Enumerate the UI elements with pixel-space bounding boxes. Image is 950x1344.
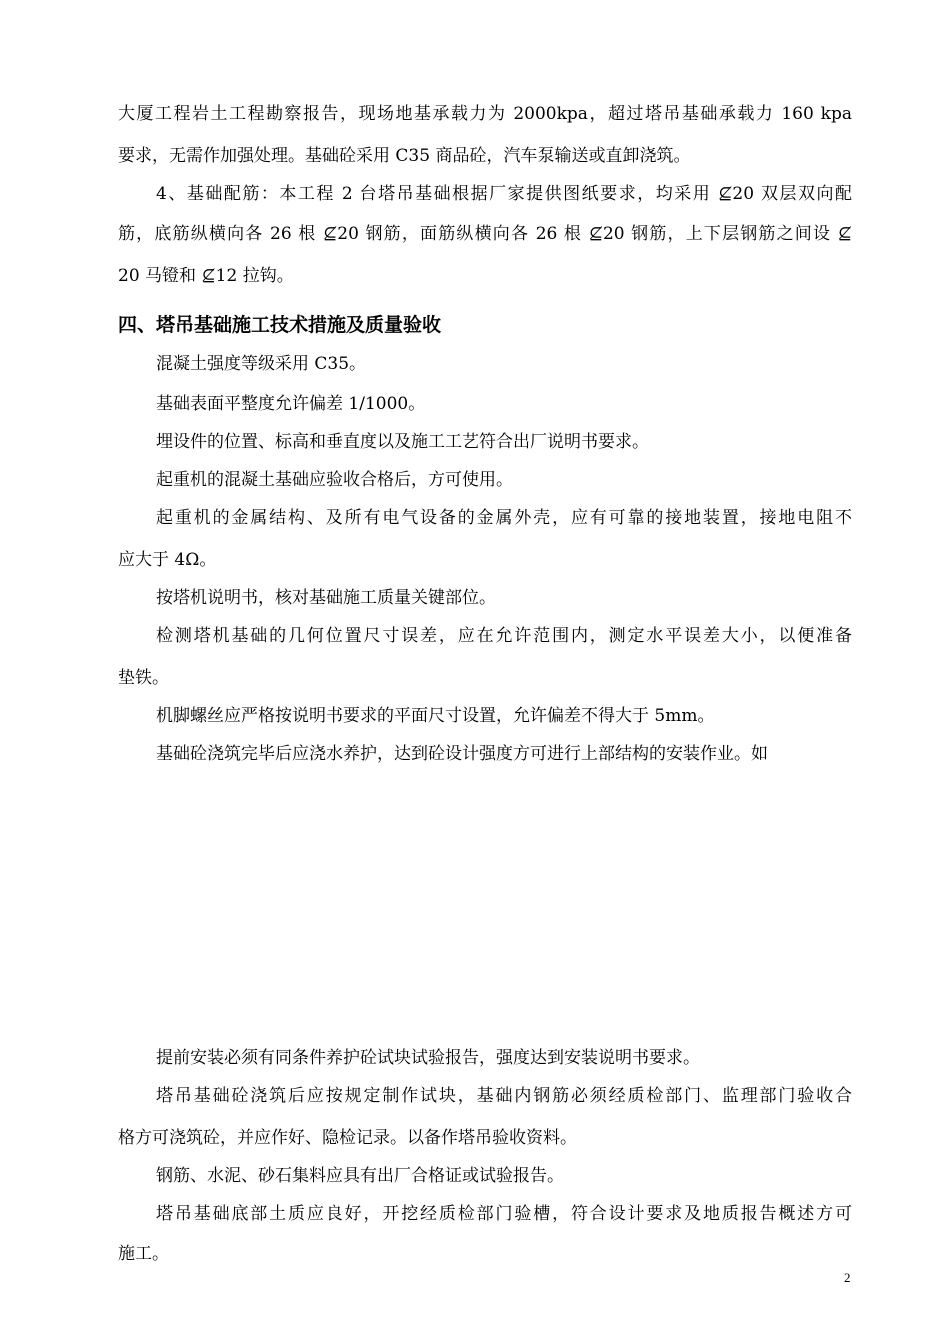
list-item: 起重机的金属结构、及所有电气设备的金属外壳，应有可靠的接地装置，接地电阻不 <box>156 508 852 528</box>
list-item: 钢筋、水泥、砂石集料应具有出厂合格证或试验报告。 <box>156 1166 564 1186</box>
list-item-continuation: 施工。 <box>118 1244 169 1264</box>
list-item: 起重机的混凝土基础应验收合格后，方可使用。 <box>156 470 513 490</box>
list-item: 塔吊基础砼浇筑后应按规定制作试块，基础内钢筋必须经质检部门、监理部门验收合 <box>156 1086 852 1106</box>
paragraph-line: 4、基础配筋：本工程 2 台塔吊基础根据厂家提供图纸要求，均采用 ⊈20 双层双向配 <box>156 184 852 204</box>
list-item: 基础砼浇筑完毕后应浇水养护，达到砼设计强度方可进行上部结构的安装作业。如 <box>156 744 768 764</box>
list-item: 塔吊基础底部土质应良好，开挖经质检部门验槽，符合设计要求及地质报告概述方可 <box>156 1204 852 1224</box>
list-item: 检测塔机基础的几何位置尺寸误差，应在允许范围内，测定水平误差大小，以便准备 <box>156 626 852 646</box>
list-item-continuation: 垫铁。 <box>118 668 169 688</box>
list-item: 混凝土强度等级采用 C35。 <box>156 354 367 374</box>
paragraph-line: 20 马镫和 ⊈12 拉钩。 <box>118 266 294 286</box>
list-item-continuation: 应大于 4Ω。 <box>118 550 217 570</box>
list-item: 基础表面平整度允许偏差 1/1000。 <box>156 394 426 414</box>
paragraph-line: 要求，无需作加强处理。基础砼采用 C35 商品砼，汽车泵输送或直卸浇筑。 <box>118 146 691 166</box>
section-heading: 四、塔吊基础施工技术措施及质量验收 <box>118 314 442 336</box>
list-item: 机脚螺丝应严格按说明书要求的平面尺寸设置，允许偏差不得大于 5mm。 <box>156 706 715 726</box>
page-number: 2 <box>844 1270 851 1285</box>
list-item: 提前安装必须有同条件养护砼试块试验报告，强度达到安装说明书要求。 <box>156 1048 700 1068</box>
list-item: 按塔机说明书，核对基础施工质量关键部位。 <box>156 588 496 608</box>
paragraph-line: 筋，底筋纵横向各 26 根 ⊈20 钢筋，面筋纵横向各 26 根 ⊈20 钢筋，上下层钢筋之间设 ⊈ <box>118 224 852 244</box>
paragraph-line: 大厦工程岩土工程勘察报告，现场地基承载力为 2000kpa，超过塔吊基础承载力 160 kpa <box>118 104 852 124</box>
list-item: 埋设件的位置、标高和垂直度以及施工工艺符合出厂说明书要求。 <box>156 432 649 452</box>
list-item-continuation: 格方可浇筑砼，并应作好、隐检记录。以备作塔吊验收资料。 <box>118 1128 577 1148</box>
